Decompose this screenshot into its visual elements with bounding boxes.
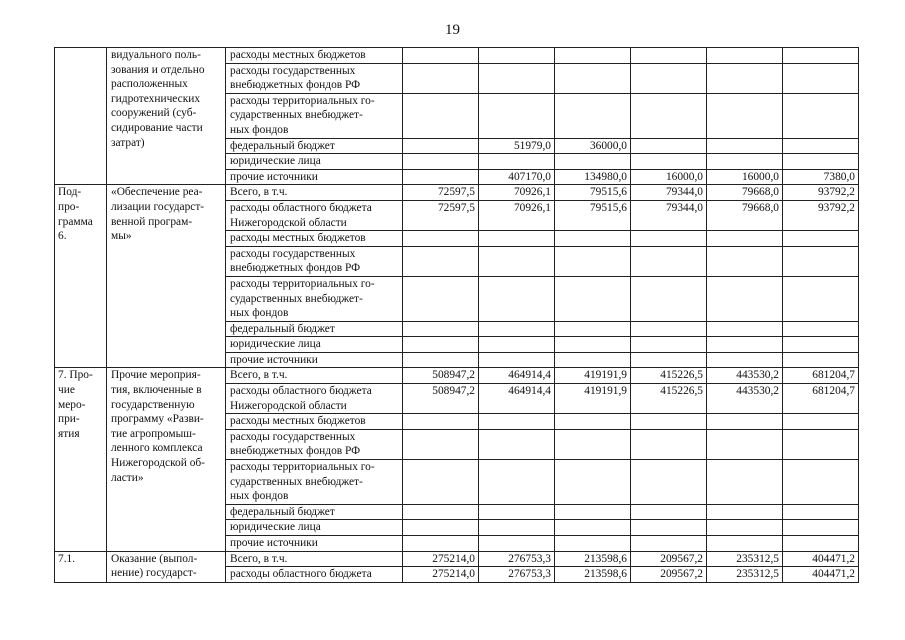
program-name-text: мы» — [111, 230, 132, 243]
amount-cell: 276753,3 — [479, 551, 555, 567]
funding-source-cell — [226, 154, 403, 170]
amount-cell: 93792,2 — [783, 200, 859, 230]
funding-source-cell — [226, 246, 403, 276]
amount-cell: 464914,4 — [479, 384, 555, 414]
amount-cell — [403, 48, 479, 64]
amount-cell — [707, 429, 783, 459]
amount-cell — [707, 246, 783, 276]
funding-source-cell — [226, 337, 403, 353]
amount-cell — [555, 536, 631, 552]
amount-cell: 419191,9 — [555, 368, 631, 384]
amount-cell: 16000,0 — [707, 169, 783, 185]
amount-cell — [707, 352, 783, 368]
amount-cell — [479, 352, 555, 368]
amount-cell — [631, 460, 707, 505]
amount-cell: 407170,0 — [479, 169, 555, 185]
amount-cell — [555, 460, 631, 505]
amount-cell: 443530,2 — [707, 368, 783, 384]
funding-source-text: юридические лица — [230, 338, 321, 351]
funding-source-text: Всего, в т.ч. — [230, 369, 288, 382]
program-code-text: Под- — [58, 186, 82, 199]
amount-cell — [707, 504, 783, 520]
amount-cell — [555, 504, 631, 520]
amount-cell — [707, 276, 783, 321]
funding-source-text: расходы территориальных го- — [230, 94, 375, 107]
amount-cell — [479, 154, 555, 170]
amount-cell — [403, 93, 479, 138]
program-name-text: ленного комплекса — [111, 442, 203, 455]
amount-cell — [555, 414, 631, 430]
funding-source-text: расходы государственных — [230, 64, 356, 77]
table-row — [55, 551, 859, 567]
program-code-text: ятия — [58, 427, 80, 440]
amount-cell: 235312,5 — [707, 551, 783, 567]
amount-cell — [631, 504, 707, 520]
amount-cell: 213598,6 — [555, 567, 631, 583]
amount-cell — [631, 429, 707, 459]
amount-cell: 419191,9 — [555, 384, 631, 414]
amount-cell — [403, 169, 479, 185]
amount-cell — [403, 321, 479, 337]
program-name-text: тия, включенные в — [111, 384, 202, 397]
funding-source-cell — [226, 504, 403, 520]
program-name-text: ласти» — [111, 471, 144, 484]
amount-cell — [707, 48, 783, 64]
program-name-text: Нижегородской об- — [111, 457, 205, 470]
funding-source-text: ных фондов — [230, 123, 289, 136]
amount-cell: 508947,2 — [403, 368, 479, 384]
amount-cell — [783, 429, 859, 459]
amount-cell — [707, 337, 783, 353]
amount-cell — [403, 414, 479, 430]
program-code-text: чие — [58, 384, 75, 397]
amount-cell — [707, 93, 783, 138]
amount-cell: 209567,2 — [631, 567, 707, 583]
amount-cell — [479, 504, 555, 520]
amount-cell: 79515,6 — [555, 200, 631, 230]
funding-source-text: внебюджетных фондов РФ — [230, 445, 361, 458]
funding-source-text: Всего, в т.ч. — [230, 186, 288, 199]
program-code-text: 7.1. — [58, 552, 76, 565]
funding-source-text: расходы государственных — [230, 430, 356, 443]
program-name-text: зования и отдельно — [111, 63, 205, 76]
amount-cell — [555, 93, 631, 138]
amount-cell: 72597,5 — [403, 185, 479, 201]
amount-cell — [403, 352, 479, 368]
amount-cell — [555, 429, 631, 459]
amount-cell — [707, 63, 783, 93]
funding-source-cell — [226, 200, 403, 230]
amount-cell: 79668,0 — [707, 200, 783, 230]
amount-cell — [403, 138, 479, 154]
program-name-text: сооружений (суб- — [111, 107, 197, 120]
program-name-text: затрат) — [111, 136, 145, 149]
amount-cell — [631, 536, 707, 552]
funding-source-text: расходы областного бюджета — [230, 568, 372, 581]
amount-cell: 79668,0 — [707, 185, 783, 201]
funding-source-cell — [226, 567, 403, 583]
program-name-text: Прочие мероприя- — [111, 369, 201, 382]
amount-cell: 79344,0 — [631, 200, 707, 230]
funding-source-text: расходы областного бюджета — [230, 201, 372, 214]
funding-source-text: сударственных внебюджет- — [230, 292, 363, 305]
funding-source-text: федеральный бюджет — [230, 139, 335, 152]
funding-source-text: расходы территориальных го- — [230, 461, 375, 474]
program-name-text: венной програм- — [111, 215, 193, 228]
amount-cell: 404471,2 — [783, 567, 859, 583]
funding-source-text: расходы местных бюджетов — [230, 232, 366, 245]
amount-cell — [555, 352, 631, 368]
program-name-text: государственную — [111, 398, 195, 411]
funding-source-cell — [226, 520, 403, 536]
program-name-text: лизации государст- — [111, 200, 205, 213]
amount-cell — [403, 154, 479, 170]
amount-cell: 209567,2 — [631, 551, 707, 567]
funding-source-text: внебюджетных фондов РФ — [230, 79, 361, 92]
program-name-text: «Обеспечение реа- — [111, 186, 203, 199]
funding-source-text: расходы местных бюджетов — [230, 415, 366, 428]
program-code-cell — [55, 185, 107, 368]
funding-source-text: прочие источники — [230, 170, 318, 183]
funding-source-text: ных фондов — [230, 490, 289, 503]
amount-cell: 70926,1 — [479, 200, 555, 230]
amount-cell — [555, 321, 631, 337]
funding-source-cell — [226, 414, 403, 430]
amount-cell — [479, 414, 555, 430]
amount-cell — [783, 63, 859, 93]
amount-cell — [555, 154, 631, 170]
amount-cell — [707, 154, 783, 170]
amount-cell — [707, 231, 783, 247]
page-number: 19 — [445, 22, 460, 38]
amount-cell — [479, 337, 555, 353]
amount-cell — [631, 321, 707, 337]
funding-source-cell — [226, 352, 403, 368]
funding-source-text: расходы территориальных го- — [230, 277, 375, 290]
amount-cell — [479, 460, 555, 505]
program-code-text: грамма — [58, 215, 93, 228]
amount-cell: 7380,0 — [783, 169, 859, 185]
table-row — [55, 48, 859, 64]
funding-source-text: сударственных внебюджет- — [230, 109, 363, 122]
funding-source-cell — [226, 460, 403, 505]
amount-cell: 16000,0 — [631, 169, 707, 185]
amount-cell — [403, 504, 479, 520]
amount-cell — [479, 429, 555, 459]
amount-cell — [631, 48, 707, 64]
amount-cell: 508947,2 — [403, 384, 479, 414]
program-code-text: про- — [58, 200, 80, 213]
amount-cell: 72597,5 — [403, 200, 479, 230]
funding-source-cell — [226, 384, 403, 414]
amount-cell: 443530,2 — [707, 384, 783, 414]
table-row — [55, 185, 859, 201]
amount-cell — [555, 276, 631, 321]
amount-cell: 51979,0 — [479, 138, 555, 154]
amount-cell: 404471,2 — [783, 551, 859, 567]
program-code-text: 6. — [58, 230, 67, 243]
amount-cell — [555, 48, 631, 64]
amount-cell: 464914,4 — [479, 368, 555, 384]
amount-cell — [403, 231, 479, 247]
amount-cell: 79344,0 — [631, 185, 707, 201]
program-code-text: 7. Про- — [58, 369, 93, 382]
amount-cell: 275214,0 — [403, 567, 479, 583]
program-name-text: сидирование части — [111, 121, 203, 134]
program-name-cell — [107, 368, 226, 551]
program-name-text: тие агропромыш- — [111, 427, 196, 440]
amount-cell — [631, 154, 707, 170]
funding-source-text: сударственных внебюджет- — [230, 475, 363, 488]
amount-cell: 213598,6 — [555, 551, 631, 567]
funding-source-text: юридические лица — [230, 521, 321, 534]
funding-source-text: Нижегородской области — [230, 216, 347, 229]
amount-cell: 79515,6 — [555, 185, 631, 201]
funding-source-text: расходы местных бюджетов — [230, 49, 366, 61]
funding-source-cell — [226, 93, 403, 138]
funding-source-cell — [226, 551, 403, 567]
funding-source-text: федеральный бюджет — [230, 322, 335, 335]
amount-cell — [783, 337, 859, 353]
amount-cell — [783, 352, 859, 368]
amount-cell — [783, 48, 859, 64]
program-name-text: Оказание (выпол- — [111, 552, 198, 565]
program-name-cell — [107, 551, 226, 582]
amount-cell — [479, 536, 555, 552]
amount-cell — [783, 246, 859, 276]
amount-cell — [555, 63, 631, 93]
funding-source-text: Всего, в т.ч. — [230, 552, 288, 565]
amount-cell — [479, 246, 555, 276]
program-code-cell — [55, 48, 107, 185]
amount-cell — [555, 337, 631, 353]
program-code-cell — [55, 368, 107, 551]
funding-source-cell — [226, 231, 403, 247]
amount-cell — [479, 276, 555, 321]
amount-cell: 134980,0 — [555, 169, 631, 185]
amount-cell — [783, 154, 859, 170]
amount-cell — [479, 48, 555, 64]
program-name-text: гидротехнических — [111, 92, 201, 105]
amount-cell — [403, 246, 479, 276]
amount-cell — [631, 520, 707, 536]
amount-cell: 415226,5 — [631, 384, 707, 414]
amount-cell: 681204,7 — [783, 384, 859, 414]
program-code-cell — [55, 551, 107, 582]
amount-cell — [783, 414, 859, 430]
amount-cell: 36000,0 — [555, 138, 631, 154]
amount-cell — [403, 63, 479, 93]
funding-source-text: прочие источники — [230, 353, 318, 366]
amount-cell — [631, 138, 707, 154]
amount-cell — [631, 231, 707, 247]
amount-cell — [631, 93, 707, 138]
program-name-text: расположенных — [111, 78, 188, 91]
amount-cell — [783, 321, 859, 337]
program-name-text: программу «Разви- — [111, 413, 204, 426]
amount-cell: 275214,0 — [403, 551, 479, 567]
amount-cell — [479, 321, 555, 337]
amount-cell: 235312,5 — [707, 567, 783, 583]
funding-source-text: внебюджетных фондов РФ — [230, 262, 361, 275]
amount-cell — [707, 138, 783, 154]
funding-source-cell — [226, 48, 403, 64]
amount-cell — [707, 414, 783, 430]
amount-cell — [783, 93, 859, 138]
program-code-text: меро- — [58, 398, 86, 411]
amount-cell: 93792,2 — [783, 185, 859, 201]
amount-cell — [555, 246, 631, 276]
funding-source-text: прочие источники — [230, 537, 318, 549]
amount-cell: 681204,7 — [783, 368, 859, 384]
amount-cell — [707, 460, 783, 505]
program-name-text: видуального поль- — [111, 49, 201, 61]
amount-cell — [707, 520, 783, 536]
amount-cell — [783, 504, 859, 520]
amount-cell — [631, 246, 707, 276]
funding-source-cell — [226, 429, 403, 459]
amount-cell — [555, 520, 631, 536]
funding-source-text: Нижегородской области — [230, 399, 347, 412]
funding-source-text: расходы областного бюджета — [230, 385, 372, 398]
amount-cell: 415226,5 — [631, 368, 707, 384]
funding-source-text: юридические лица — [230, 155, 321, 168]
amount-cell — [631, 337, 707, 353]
amount-cell — [479, 520, 555, 536]
amount-cell: 276753,3 — [479, 567, 555, 583]
amount-cell — [403, 429, 479, 459]
amount-cell — [479, 63, 555, 93]
amount-cell — [403, 520, 479, 536]
amount-cell — [783, 520, 859, 536]
amount-cell — [479, 231, 555, 247]
amount-cell — [479, 93, 555, 138]
table-row — [55, 368, 859, 384]
amount-cell — [783, 460, 859, 505]
funding-source-cell — [226, 169, 403, 185]
amount-cell: 70926,1 — [479, 185, 555, 201]
program-code-text: при- — [58, 413, 80, 426]
funding-source-cell — [226, 63, 403, 93]
amount-cell — [555, 231, 631, 247]
funding-source-cell — [226, 185, 403, 201]
amount-cell — [403, 460, 479, 505]
funding-source-cell — [226, 138, 403, 154]
amount-cell — [707, 321, 783, 337]
amount-cell — [631, 352, 707, 368]
funding-source-text: ных фондов — [230, 307, 289, 320]
program-name-cell — [107, 48, 226, 185]
amount-cell — [403, 337, 479, 353]
funding-source-cell — [226, 536, 403, 552]
program-name-text: нение) государст- — [111, 567, 197, 580]
program-name-cell — [107, 185, 226, 368]
amount-cell — [707, 536, 783, 552]
amount-cell — [403, 276, 479, 321]
amount-cell — [403, 536, 479, 552]
amount-cell — [783, 138, 859, 154]
funding-source-cell — [226, 321, 403, 337]
funding-source-cell — [226, 368, 403, 384]
amount-cell — [631, 63, 707, 93]
amount-cell — [783, 276, 859, 321]
funding-source-text: федеральный бюджет — [230, 505, 335, 518]
funding-source-cell — [226, 276, 403, 321]
amount-cell — [783, 536, 859, 552]
amount-cell — [631, 276, 707, 321]
amount-cell — [783, 231, 859, 247]
amount-cell — [631, 414, 707, 430]
funding-source-text: расходы государственных — [230, 247, 356, 260]
budget-table — [54, 47, 859, 583]
